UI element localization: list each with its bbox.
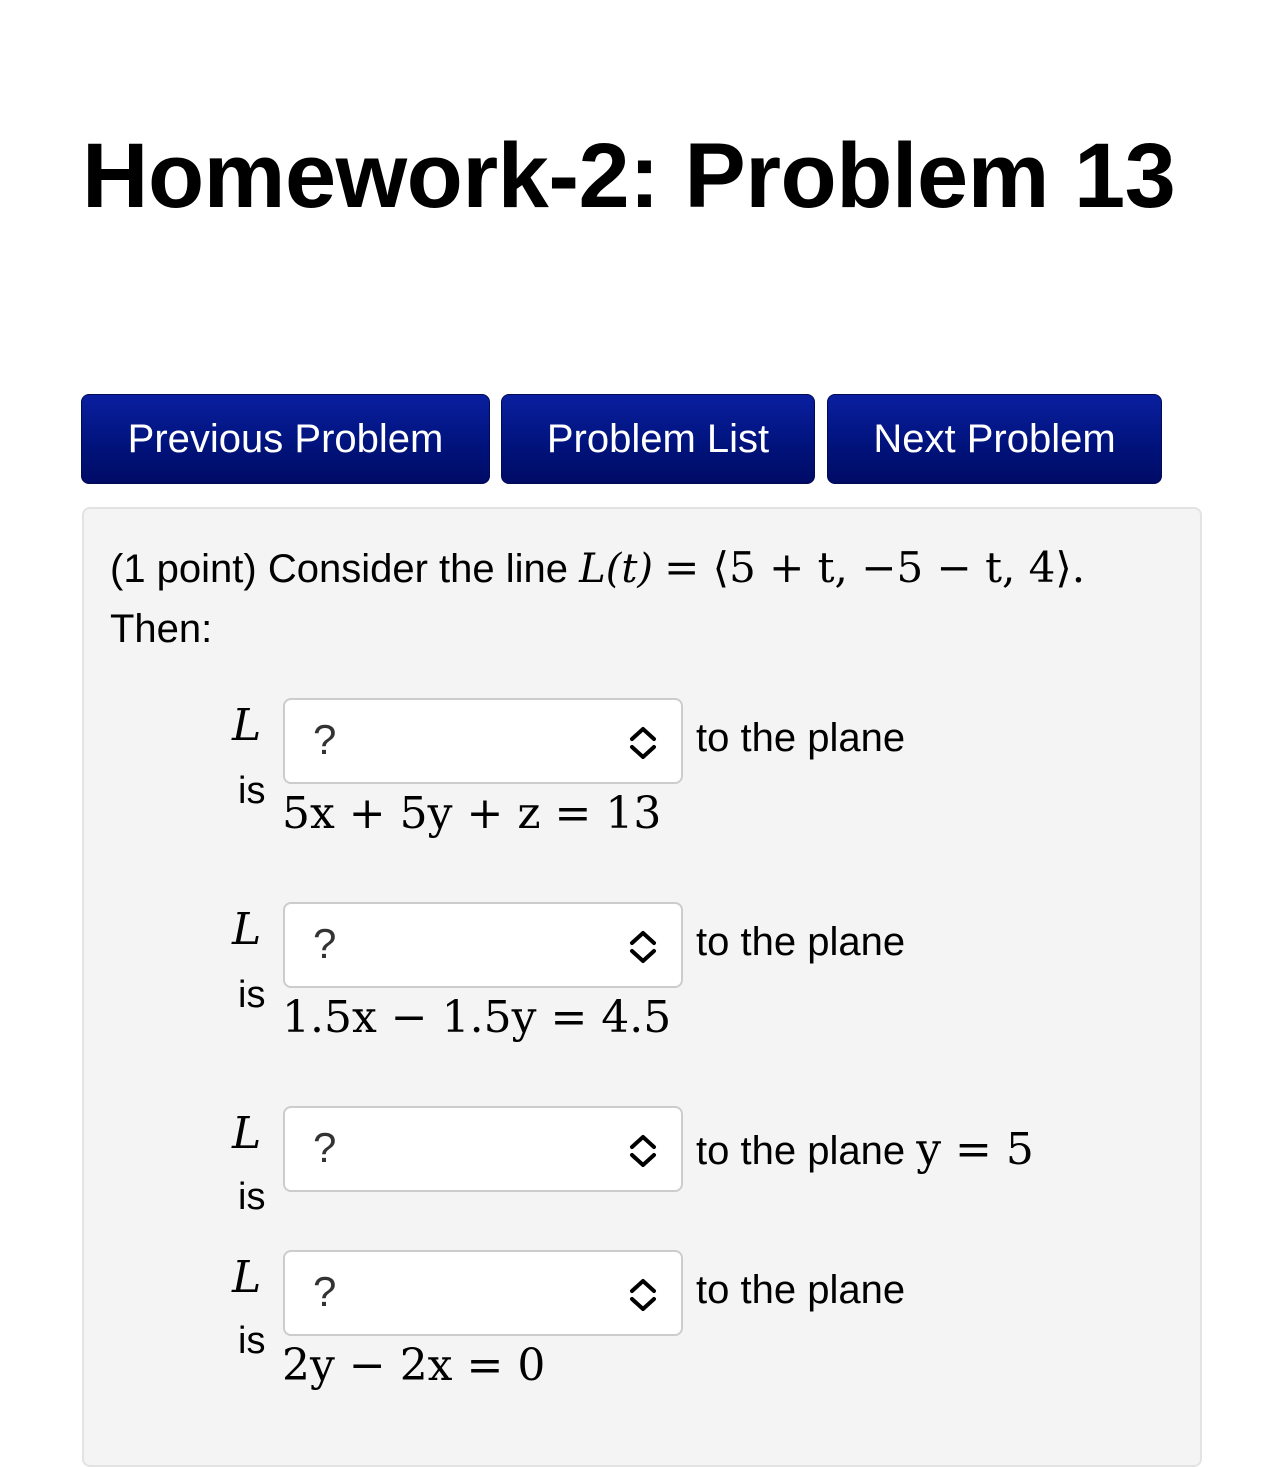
row-after-text [696, 1124, 1034, 1175]
chevron-up-down-icon [627, 724, 659, 762]
relation-select-1[interactable] [283, 698, 683, 784]
line-function: L(t) [579, 546, 654, 592]
row-subject: L [232, 1252, 262, 1303]
select-value: ? [313, 1268, 337, 1315]
relation-select-2[interactable] [283, 902, 683, 988]
select-value: ? [313, 920, 337, 967]
chevron-up-down-icon [627, 928, 659, 966]
problem-list-button[interactable]: Problem List [501, 394, 815, 484]
row-subject: L [232, 1108, 262, 1159]
chevron-up-down-icon [627, 1132, 659, 1170]
plane-equation: y = 5 [916, 1124, 1034, 1175]
relation-select-4[interactable] [283, 1250, 683, 1336]
row-after-text: to the plane [696, 920, 906, 964]
row-is-text: is [238, 974, 266, 1016]
select-value: ? [313, 1124, 337, 1171]
row-after-text: to the plane [696, 716, 906, 760]
previous-problem-button[interactable]: Previous Problem [81, 394, 490, 484]
page-title: Homework-2: Problem 13 [82, 125, 1176, 227]
problem-intro [110, 538, 1170, 659]
plane-equation: 5x + 5y + z = 13 [282, 788, 662, 839]
row-subject: L [232, 904, 262, 955]
row-is-text: is [238, 1176, 266, 1218]
chevron-up-down-icon [627, 1276, 659, 1314]
line-value: = ⟨5 + t, −5 − t, 4⟩. [664, 543, 1086, 592]
points-text: (1 point) Consider the line [110, 547, 569, 591]
next-problem-button[interactable]: Next Problem [827, 394, 1162, 484]
row-subject: L [232, 700, 262, 751]
row-after-text: to the plane [696, 1268, 906, 1312]
row-is-text: is [238, 1320, 266, 1362]
row-is-text: is [238, 770, 266, 812]
then-text: Then: [110, 607, 213, 651]
row-after-label: to the plane [696, 1129, 906, 1173]
relation-select-3[interactable] [283, 1106, 683, 1192]
select-value: ? [313, 716, 337, 763]
plane-equation: 2y − 2x = 0 [282, 1340, 546, 1391]
plane-equation: 1.5x − 1.5y = 4.5 [282, 992, 672, 1043]
